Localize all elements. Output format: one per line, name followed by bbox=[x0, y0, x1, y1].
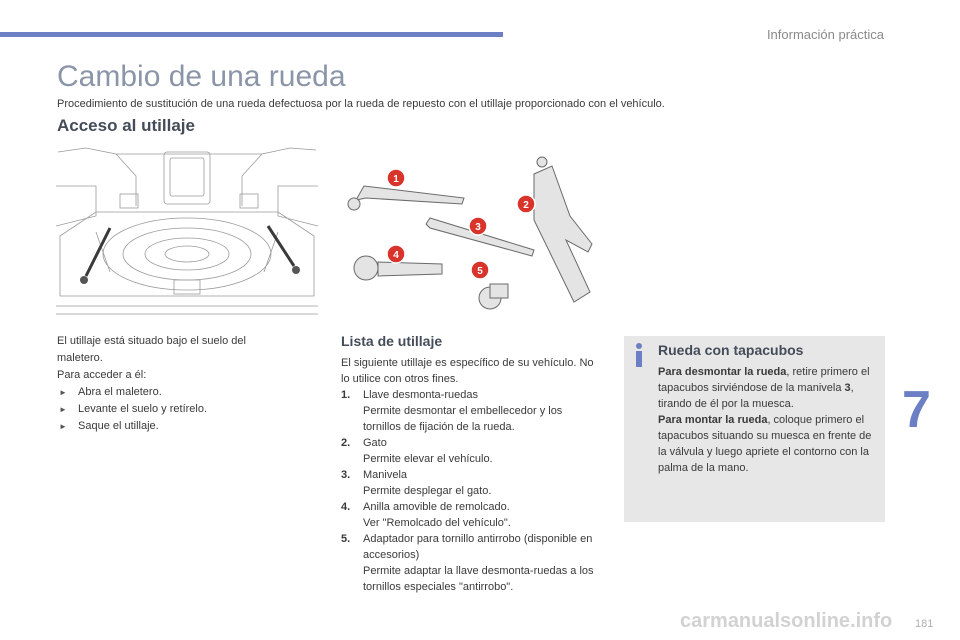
callout-3: 3 bbox=[475, 222, 481, 233]
info-box bbox=[624, 336, 885, 522]
list-item: 1. Llave desmonta-ruedas Permite desmontar el embellecedor y los tornillos de fijación de la rueda. bbox=[341, 389, 563, 433]
tool-list-title: Lista de utillaje bbox=[341, 333, 443, 349]
tool-list bbox=[341, 333, 603, 595]
bullet-icon: ► bbox=[59, 422, 67, 431]
access-location: El utillaje está situado bajo el suelo del maletero. bbox=[57, 335, 246, 364]
callout-4: 4 bbox=[393, 250, 399, 261]
list-item: 5. Adaptador para tornillo antirrobo (disponible en accesorios) Permite adaptar la llave desmonta-ruedas a los tornillos especiales "antirrobo". bbox=[341, 533, 594, 593]
tool-list-intro: El siguiente utillaje es específico de su vehículo. No lo utilice con otros fines. bbox=[341, 357, 594, 385]
page-title: Cambio de una rueda bbox=[57, 60, 346, 93]
list-item: ► Abra el maletero. bbox=[57, 384, 287, 401]
list-item: 4. Anilla amovible de remolcado. Ver "Remolcado del vehículo". bbox=[341, 501, 511, 529]
callout-5: 5 bbox=[477, 266, 483, 277]
header-accent-bar bbox=[0, 32, 503, 37]
chapter-number: 7 bbox=[902, 381, 931, 439]
intro-text: Procedimiento de sustitución de una rueda defectuosa por la rueda de repuesto con el utillaje proporcionado con el vehículo. bbox=[57, 98, 665, 110]
access-howto: Para acceder a él: bbox=[57, 369, 147, 381]
watermark: carmanualsonline.info bbox=[680, 610, 893, 632]
info-icon bbox=[632, 342, 646, 368]
trunk-illustration bbox=[56, 146, 318, 322]
callout-1: 1 bbox=[393, 174, 399, 185]
info-body: Para desmontar la rueda, retire primero el tapacubos sirviéndose de la manivela 3, tirando de él por la muesca. Para montar la rueda, coloque primero el tapacubos situando su muesca en frente de la válvula y luego apriete el contorno con la palma de la mano. bbox=[658, 366, 872, 474]
subtitle: Acceso al utillaje bbox=[57, 116, 195, 135]
list-item: ► Levante el suelo y retírelo. bbox=[57, 401, 287, 418]
callout-2: 2 bbox=[523, 200, 529, 211]
access-text bbox=[57, 333, 287, 435]
section-title: Información práctica bbox=[766, 27, 884, 42]
tools-illustration bbox=[338, 152, 612, 324]
list-item: 3. Manivela Permite desplegar el gato. bbox=[341, 469, 492, 497]
list-item: ► Saque el utillaje. bbox=[57, 418, 287, 435]
page-number: 181 bbox=[915, 618, 934, 630]
info-title: Rueda con tapacubos bbox=[658, 342, 804, 358]
list-item: 2. Gato Permite elevar el vehículo. bbox=[341, 437, 493, 465]
bullet-icon: ► bbox=[59, 388, 67, 397]
bullet-icon: ► bbox=[59, 405, 67, 414]
